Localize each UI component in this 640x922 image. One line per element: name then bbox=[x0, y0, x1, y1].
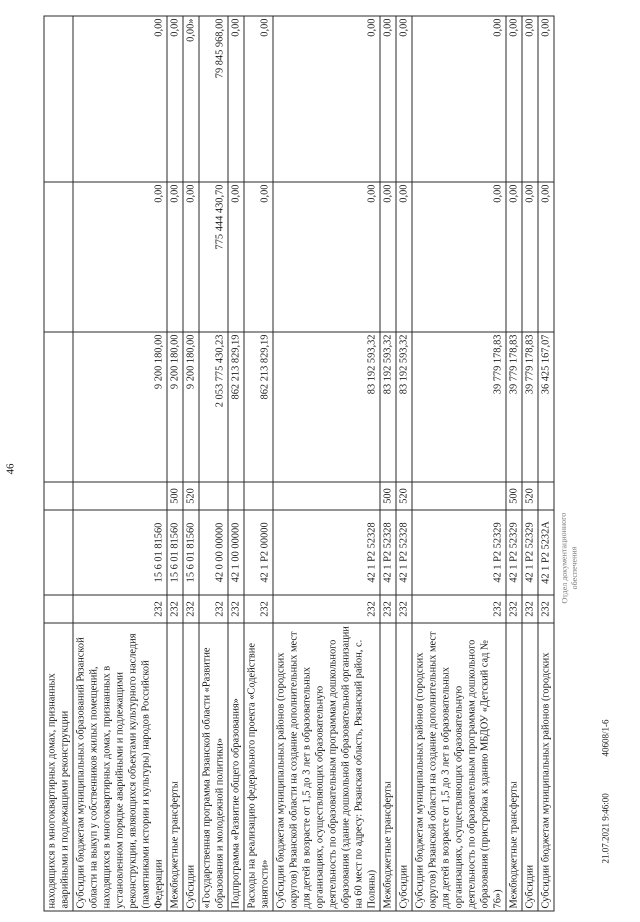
row-amount-2: 0,00 bbox=[538, 182, 554, 332]
row-amount-1: 9 200 180,00 bbox=[183, 332, 199, 482]
row-target-article: 42 1 P2 52329 bbox=[522, 510, 538, 595]
row-name: Субсидии bbox=[183, 623, 199, 911]
row-amount-3: 0,00 bbox=[412, 16, 506, 182]
row-amount-1: 862 213 829,19 bbox=[228, 332, 244, 482]
row-grbs-code: 232 bbox=[244, 595, 273, 623]
row-name: Субсидии bbox=[396, 623, 412, 911]
table-row bbox=[199, 16, 228, 911]
row-amount-2: 0,00 bbox=[273, 182, 380, 332]
row-target-article: 42 1 P2 52329 bbox=[506, 510, 522, 595]
row-amount-1: 83 192 593,32 bbox=[273, 332, 380, 482]
row-expense-type bbox=[73, 482, 167, 510]
row-name: Подпрограмма «Развитие общего образования» bbox=[228, 623, 244, 911]
row-amount-1: 83 192 593,32 bbox=[380, 332, 396, 482]
row-expense-type: 500 bbox=[167, 482, 183, 510]
row-amount-2 bbox=[44, 182, 73, 332]
row-amount-2: 775 444 430,70 bbox=[199, 182, 228, 332]
table-row bbox=[380, 16, 396, 911]
table-row bbox=[522, 16, 538, 911]
table-row bbox=[412, 16, 506, 911]
row-grbs-code: 232 bbox=[228, 595, 244, 623]
row-amount-3: 0,00 bbox=[273, 16, 380, 182]
row-amount-3: 0,00 bbox=[73, 16, 167, 182]
row-target-article: 42 1 P2 52328 bbox=[380, 510, 396, 595]
row-amount-2: 0,00 bbox=[183, 182, 199, 332]
footer-timestamp: 21.07.2021 9:46:00 bbox=[600, 793, 611, 864]
row-target-article: 15 6 01 81560 bbox=[183, 510, 199, 595]
row-amount-2: 0,00 bbox=[522, 182, 538, 332]
row-target-article: 42 1 P2 52328 bbox=[396, 510, 412, 595]
row-name: Субсидии бюджетам муниципальных районов (городских bbox=[538, 623, 554, 911]
table-row bbox=[273, 16, 380, 911]
row-amount-1: 9 200 180,00 bbox=[73, 332, 167, 482]
row-expense-type: 520 bbox=[522, 482, 538, 510]
row-amount-3: 0,00» bbox=[183, 16, 199, 182]
row-target-article: 15 6 01 81560 bbox=[167, 510, 183, 595]
row-amount-3 bbox=[44, 16, 73, 182]
row-expense-type bbox=[412, 482, 506, 510]
row-name: Межбюджетные трансферты bbox=[506, 623, 522, 911]
row-grbs-code: 232 bbox=[167, 595, 183, 623]
row-amount-1: 83 192 593,32 bbox=[396, 332, 412, 482]
row-name: Межбюджетные трансферты bbox=[380, 623, 396, 911]
row-grbs-code: 232 bbox=[538, 595, 554, 623]
row-name: Межбюджетные трансферты bbox=[167, 623, 183, 911]
rotated-document-page bbox=[0, 17, 624, 922]
row-amount-3: 0,00 bbox=[522, 16, 538, 182]
row-amount-2: 0,00 bbox=[412, 182, 506, 332]
row-amount-1: 2 053 775 430,23 bbox=[199, 332, 228, 482]
row-target-article: 42 1 P2 52328 bbox=[273, 510, 380, 595]
row-amount-2: 0,00 bbox=[167, 182, 183, 332]
page-number: 46 bbox=[4, 463, 17, 475]
stamp-line: обеспечения bbox=[569, 546, 580, 590]
stamp-line: Отдел документационного bbox=[558, 512, 570, 604]
row-expense-type bbox=[538, 482, 554, 510]
row-target-article bbox=[44, 510, 73, 595]
row-amount-3: 0,00 bbox=[396, 16, 412, 182]
table-row bbox=[244, 16, 273, 911]
row-grbs-code: 232 bbox=[380, 595, 396, 623]
row-expense-type bbox=[273, 482, 380, 510]
row-name: Субсидии бюджетам муниципальных районов (городских округов) Рязанской области на создание дополнительных мест для детей в возрасте от 1,5 до 3 лет в образовательных организациях, осуществляющих образовательную деятельность по образовательным программам дошкольного образования (здание дошкольной образовательной организации на 60 мест по адресу: Рязанская область, Рязанский район, с. Поляны) bbox=[273, 623, 380, 911]
row-target-article: 42 1 P2 00000 bbox=[244, 510, 273, 595]
row-amount-1: 39 779 178,83 bbox=[506, 332, 522, 482]
row-expense-type: 520 bbox=[396, 482, 412, 510]
row-amount-2: 0,00 bbox=[228, 182, 244, 332]
row-amount-1: 36 425 167,07 bbox=[538, 332, 554, 482]
row-target-article: 42 1 00 00000 bbox=[228, 510, 244, 595]
table-row bbox=[228, 16, 244, 911]
row-name: Субсидии бюджетам муниципальных районов (городских округов) Рязанской области на создание дополнительных мест для детей в возрасте от 1,5 до 3 лет в образовательных организациях, осуществляющих образовательную деятельность по образовательным программам дошкольного образования (пристройка к зданию МБДОУ «Детский сад № 76») bbox=[412, 623, 506, 911]
row-name: «Государственная программа Рязанской области «Развитие образования и молодежной политики» bbox=[199, 623, 228, 911]
row-expense-type bbox=[228, 482, 244, 510]
row-amount-3: 0,00 bbox=[380, 16, 396, 182]
row-expense-type bbox=[244, 482, 273, 510]
row-grbs-code: 232 bbox=[412, 595, 506, 623]
row-name: Субсидии bbox=[522, 623, 538, 911]
budget-table bbox=[44, 16, 555, 912]
table-row bbox=[73, 16, 167, 911]
row-amount-3: 0,00 bbox=[506, 16, 522, 182]
row-expense-type bbox=[199, 482, 228, 510]
row-amount-1: 39 779 178,83 bbox=[412, 332, 506, 482]
row-amount-1: 9 200 180,00 bbox=[167, 332, 183, 482]
footer-doc-code: 40608/1-6 bbox=[600, 719, 611, 757]
row-amount-2: 0,00 bbox=[506, 182, 522, 332]
row-amount-2: 0,00 bbox=[244, 182, 273, 332]
row-expense-type bbox=[44, 482, 73, 510]
row-amount-2: 0,00 bbox=[396, 182, 412, 332]
row-expense-type: 500 bbox=[380, 482, 396, 510]
row-grbs-code: 232 bbox=[522, 595, 538, 623]
row-expense-type: 520 bbox=[183, 482, 199, 510]
row-amount-1: 862 213 829,19 bbox=[244, 332, 273, 482]
row-expense-type: 500 bbox=[506, 482, 522, 510]
row-target-article: 15 6 01 81560 bbox=[73, 510, 167, 595]
row-grbs-code: 232 bbox=[396, 595, 412, 623]
row-target-article: 42 1 P2 52329 bbox=[412, 510, 506, 595]
table-row bbox=[44, 16, 73, 911]
row-grbs-code: 232 bbox=[183, 595, 199, 623]
row-name: находящихся в многоквартирных домах, признанных аварийными и подлежащими реконструкции bbox=[44, 623, 73, 911]
department-stamp bbox=[559, 513, 581, 604]
row-amount-2: 0,00 bbox=[380, 182, 396, 332]
row-amount-1 bbox=[44, 332, 73, 482]
row-amount-2: 0,00 bbox=[73, 182, 167, 332]
table-row bbox=[396, 16, 412, 911]
row-amount-3: 0,00 bbox=[538, 16, 554, 182]
row-amount-1: 39 779 178,83 bbox=[522, 332, 538, 482]
table-row bbox=[167, 16, 183, 911]
table-row bbox=[183, 16, 199, 911]
table-row bbox=[538, 16, 554, 911]
row-amount-3: 0,00 bbox=[167, 16, 183, 182]
row-grbs-code: 232 bbox=[199, 595, 228, 623]
row-grbs-code: 232 bbox=[273, 595, 380, 623]
row-amount-3: 0,00 bbox=[228, 16, 244, 182]
row-target-article: 42 1 P2 5232A bbox=[538, 510, 554, 595]
row-grbs-code bbox=[44, 595, 73, 623]
row-name: Расходы на реализацию федерального проекта «Содействие занятости» bbox=[244, 623, 273, 911]
row-amount-3: 79 845 968,00 bbox=[199, 16, 228, 182]
row-amount-3: 0,00 bbox=[244, 16, 273, 182]
table-row bbox=[506, 16, 522, 911]
row-grbs-code: 232 bbox=[506, 595, 522, 623]
row-grbs-code: 232 bbox=[73, 595, 167, 623]
row-target-article: 42 0 00 00000 bbox=[199, 510, 228, 595]
row-name: Субсидии бюджетам муниципальных образований Рязанской области на выкуп у собственников жилых помещений, находящихся в многоквартирных домах, признанных в установленном порядке аварийными и подлежащими реконструкции, являющихся объектами культурного наследия (памятниками истории и культуры) народов Российской Федерации bbox=[73, 623, 167, 911]
